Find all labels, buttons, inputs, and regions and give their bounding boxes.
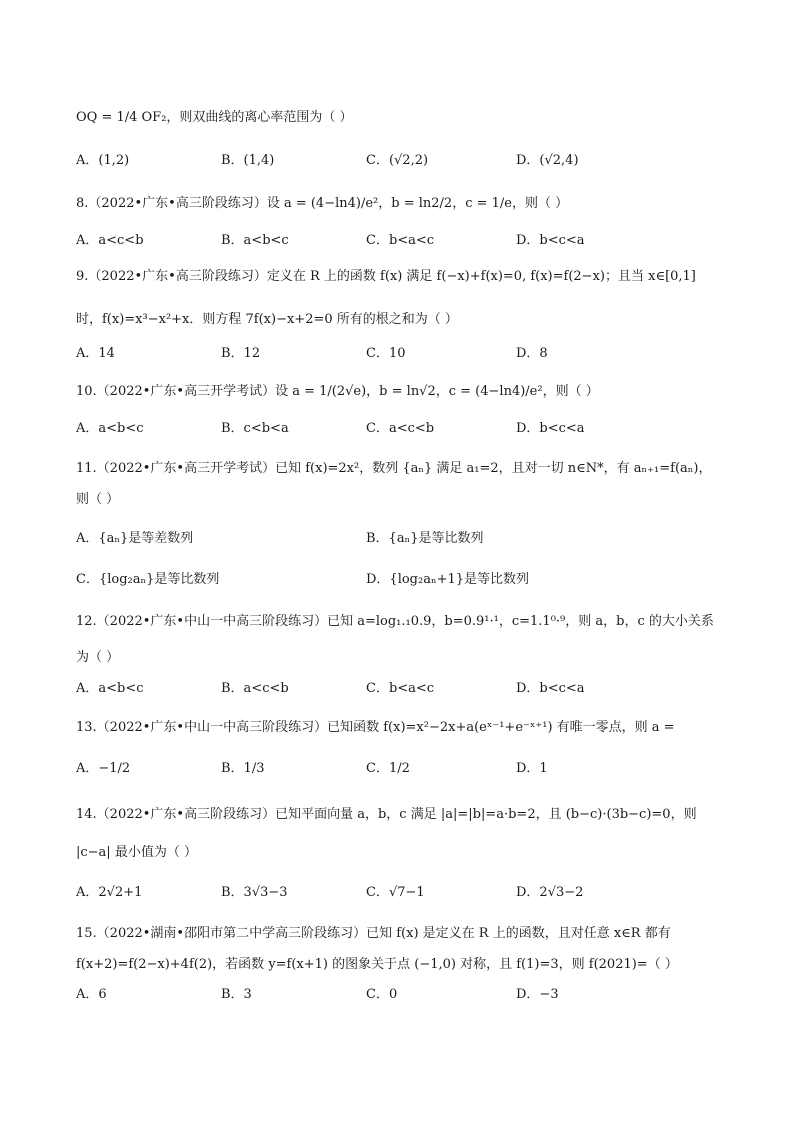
q7-option-a: A．(1,2): [76, 153, 130, 168]
q7-option-d: D．(√2,4): [516, 153, 579, 168]
q10-options: [76, 418, 756, 440]
q9-options: [76, 343, 756, 365]
q9-option-c: C．10: [366, 346, 406, 361]
q12-option-b: B．a<c<b: [221, 681, 289, 696]
q12-option-a: A．a<b<c: [76, 681, 144, 696]
q15-options: [76, 984, 756, 1006]
q11-options-row2: [76, 569, 756, 591]
q13-stem: 13.（2022•广东•中山一中高三阶段练习）已知函数 f(x)=x²−2x+a(eˣ⁻¹+e⁻ˣ⁺¹) 有唯一零点，则 a =: [76, 720, 675, 735]
q8-option-c: C．b<a<c: [366, 233, 435, 248]
q15-option-a: A．6: [76, 987, 107, 1002]
q13-option-a: A．−1/2: [76, 761, 131, 776]
q14-option-b: B．3√3−3: [221, 885, 288, 900]
q11-option-a: A．{aₙ}是等差数列: [76, 531, 194, 546]
q11-option-b: B．{aₙ}是等比数列: [366, 531, 484, 546]
q12-stem-line2: 为（ ）: [76, 650, 120, 665]
q8-option-b: B．a<b<c: [221, 233, 289, 248]
q15-option-b: B．3: [221, 987, 252, 1002]
q14-options: [76, 882, 756, 904]
q13-options: [76, 758, 756, 780]
q14-stem-line2: |c−a| 最小值为（ ）: [76, 845, 197, 860]
q7-stem-tail: OQ = 1/4 OF₂，则双曲线的离心率范围为（ ）: [76, 110, 353, 125]
q15-stem-line2: f(x+2)=f(2−x)+4f(2)，若函数 y=f(x+1) 的图象关于点 (−1,0) 对称，且 f(1)=3，则 f(2021)=（ ）: [76, 957, 678, 972]
q13-option-d: D．1: [516, 761, 548, 776]
q7-option-b: B．(1,4): [221, 153, 275, 168]
q15-option-d: D．−3: [516, 987, 559, 1002]
q9-stem-line2: 时，f(x)=x³−x²+x．则方程 7f(x)−x+2=0 所有的根之和为（ ）: [76, 312, 458, 327]
q12-stem-line1: 12.（2022•广东•中山一中高三阶段练习）已知 a=log₁.₁0.9，b=0.9¹·¹，c=1.1⁰·⁹，则 a，b，c 的大小关系: [76, 614, 714, 629]
q10-option-b: B．c<b<a: [221, 421, 289, 436]
q8-option-d: D．b<c<a: [516, 233, 585, 248]
q9-option-b: B．12: [221, 346, 261, 361]
q11-options-row1: [76, 528, 756, 550]
q8-options: [76, 230, 756, 252]
q11-option-d: D．{log₂aₙ+1}是等比数列: [366, 572, 530, 587]
q10-option-a: A．a<b<c: [76, 421, 144, 436]
q11-option-c: C．{log₂aₙ}是等比数列: [76, 572, 220, 587]
q10-option-c: C．a<c<b: [366, 421, 435, 436]
q13-option-b: B．1/3: [221, 761, 265, 776]
q12-options: [76, 678, 756, 700]
q8-stem: 8.（2022•广东•高三阶段练习）设 a = (4−ln4)/e²，b = ln2/2，c = 1/e，则（ ）: [76, 196, 569, 211]
q9-stem-line1: 9.（2022•广东•高三阶段练习）定义在 R 上的函数 f(x) 满足 f(−x)+f(x)=0, f(x)=f(2−x)；且当 x∈[0,1]: [76, 269, 696, 284]
q15-stem-line1: 15.（2022•湖南•邵阳市第二中学高三阶段练习）已知 f(x) 是定义在 R 上的函数，且对任意 x∈R 都有: [76, 926, 671, 941]
q14-option-a: A．2√2+1: [76, 885, 143, 900]
q7-option-c: C．(√2,2): [366, 153, 429, 168]
q11-stem-line1: 11.（2022•广东•高三开学考试）已知 f(x)=2x²，数列 {aₙ} 满足 a₁=2，且对一切 n∈N*，有 aₙ₊₁=f(aₙ)，: [76, 461, 712, 476]
q13-option-c: C．1/2: [366, 761, 410, 776]
q10-option-d: D．b<c<a: [516, 421, 585, 436]
q12-option-c: C．b<a<c: [366, 681, 435, 696]
q7-options: [76, 150, 756, 172]
q14-option-c: C．√7−1: [366, 885, 425, 900]
q10-stem: 10.（2022•广东•高三开学考试）设 a = 1/(2√e)，b = ln√2，c = (4−ln4)/e²，则（ ）: [76, 384, 599, 399]
q9-option-d: D．8: [516, 346, 548, 361]
q15-option-c: C．0: [366, 987, 398, 1002]
q14-stem-line1: 14.（2022•广东•高三阶段练习）已知平面向量 a，b，c 满足 |a|=|b|=a·b=2，且 (b−c)·(3b−c)=0，则: [76, 807, 697, 822]
q9-option-a: A．14: [76, 346, 115, 361]
q12-option-d: D．b<c<a: [516, 681, 585, 696]
q14-option-d: D．2√3−2: [516, 885, 584, 900]
q11-stem-line2: 则（ ）: [76, 492, 120, 507]
q8-option-a: A．a<c<b: [76, 233, 144, 248]
